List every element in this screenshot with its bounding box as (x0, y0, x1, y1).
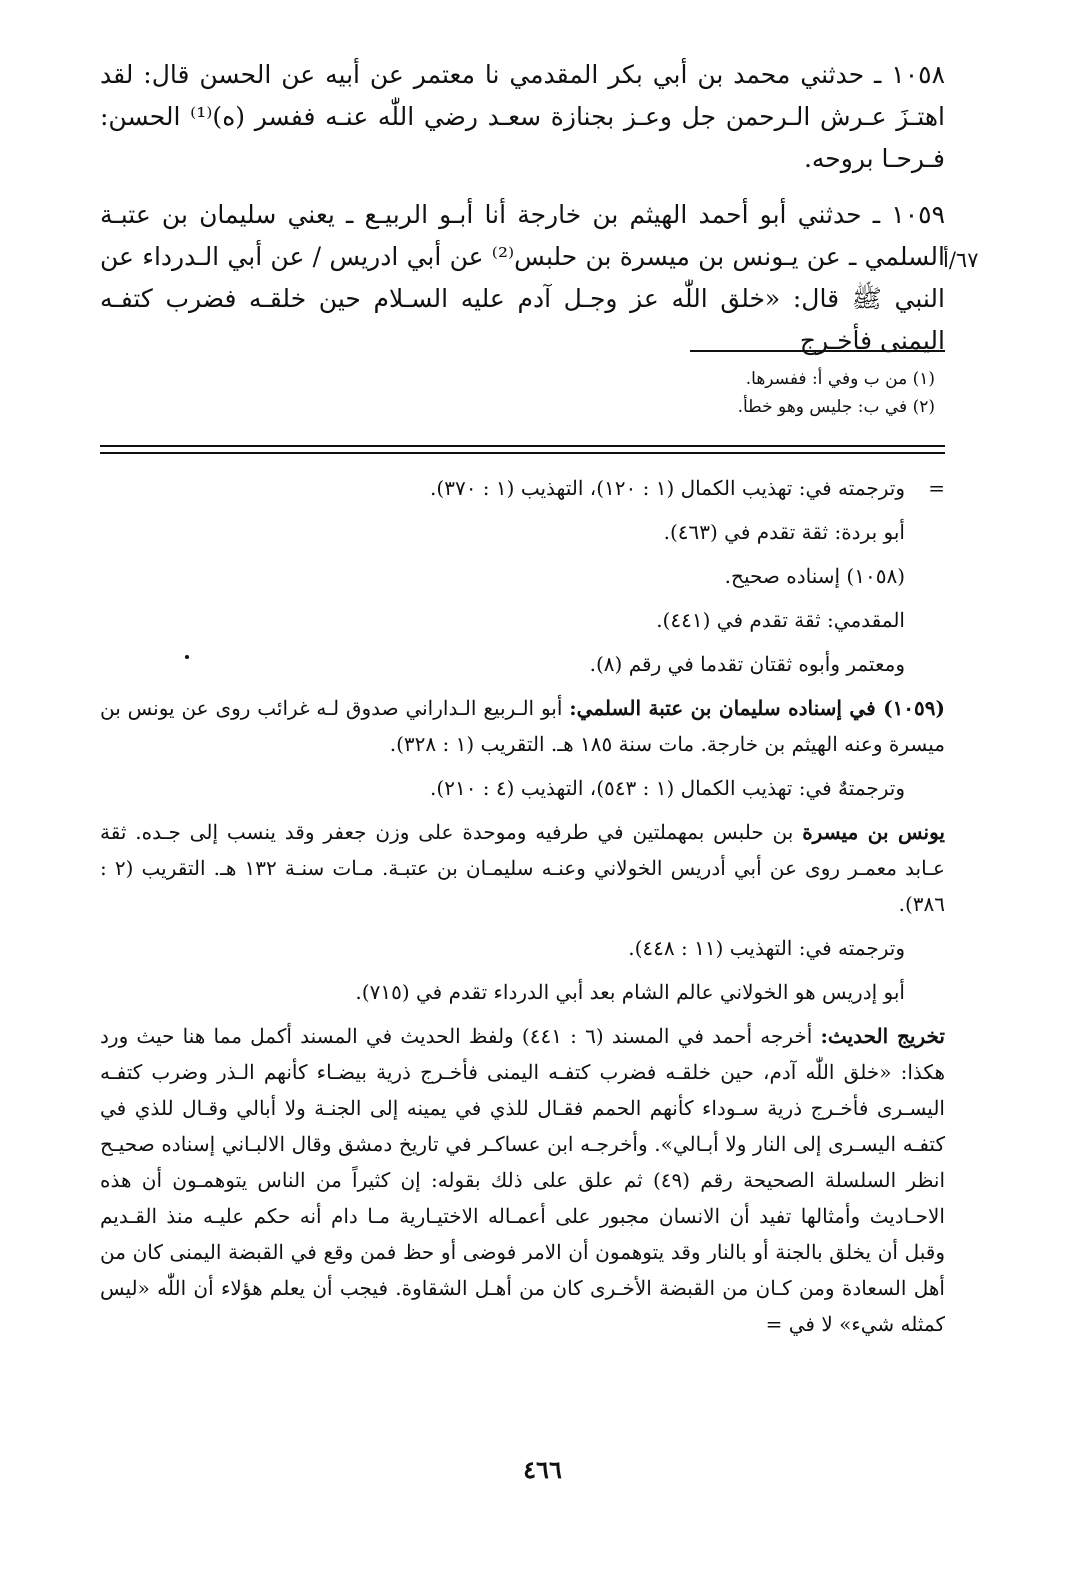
takhrij-lead: تخريج الحديث: (820, 1024, 945, 1048)
folio-margin-note: ٦٧/أ (943, 248, 979, 272)
commentary-1059-translation: وترجمتهٌ في: تهذيب الكمال (١ : ٥٤٣)، التهذيب (٤ : ٢١٠). (430, 776, 905, 800)
commentary-rule (100, 445, 945, 454)
hadith-1058: ١٠٥٨ ـ حدثني محمد بن أبي بكر المقدمي نا معتمر عن أبيه عن الحسن قال: لقد اهتـزَ عـرش الـرحمن جل وعـز بجنازة سعـد رضي اللّٰه عنـه ففسر (ه)⁽¹⁾ الحسن: فـرحـا بروحه. (100, 60, 945, 173)
footnotes (120, 365, 935, 421)
commentary-line-5: ومعتمر وأبوه ثقتان تقدما في رقم (٨). (589, 652, 905, 676)
page-number: ٤٦٦ (523, 1455, 562, 1484)
commentary-line-4: المقدمي: ثقة تقدم في (٤٤١). (656, 608, 905, 632)
footnote-rule (690, 350, 945, 352)
commentary-1059-lead: (١٠٥٩) في إسناده سليمان بن عتبة السلمي: (569, 696, 945, 720)
commentary-line-3: (١٠٥٨) إسناده صحيح. (724, 564, 905, 588)
takhrij-text: أخرجه أحمد في المسند (٦ : ٤٤١) ولفظ الحديث في المسند أكمل مما هنا حيث ورد هكذا: «خلق اللّٰه آدم، حين خلقـه فضرب كتفـه اليمنى فأخـرج ذرية بيضـاء كأنهم الـذر وضرب كتفـه اليسـرى فأخـرج ذرية سـوداء كأنهم الحمم فقـال للذي في يمينه إلى الجنـة ولا أبالي وقـال للذي في كتفـه اليسـرى إلى النار ولا أبـالي». وأخرجـه ابن عساكـر في تاريخ دمشق وقال الالبـاني إسناده صحيـح انظر السلسلة الصحيحة رقم (٤٩) ثم علق على ذلك بقوله: إن كثيراً من الناس يتوهمـون أن هذه الاحـاديث وأمثالها تفيد أن الانسان مجبور على أعمـاله الاختيـارية مـا دام أنه حكم عليـه منذ القـديم وقبل أن يخلق بالجنة أو بالنار وقد يتوهمون أن الامر فوضى أو حظ فمن وقع في القبضة اليمنى كان من أهل السعادة ومن كـان من القبضة الأخـرى كان من أهـل الشقاوة. فيجب أن يعلم هؤلاء أن اللّٰه «ليس كمثله شيء» لا في = (100, 1024, 945, 1336)
footnote-1: (١) من ب وفي أ: ففسرها. (745, 369, 935, 389)
commentary-yunus-translation: وترجمته في: التهذيب (١١ : ٤٤٨). (628, 936, 905, 960)
continuation-marker: = (928, 476, 945, 500)
commentary-line-1: = وترجمته في: تهذيب الكمال (١ : ١٢٠)، التهذيب (١ : ٣٧٠). (100, 470, 945, 506)
ink-speck (185, 655, 189, 659)
commentary-takhrij (100, 1018, 945, 1342)
commentary-yunus (100, 814, 945, 922)
commentary-1059 (100, 690, 945, 762)
commentary (100, 470, 945, 1350)
commentary-line-2: أبو بردة: ثقة تقدم في (٤٦٣). (663, 520, 905, 544)
hadith-1059: ١٠٥٩ ـ حدثني أبو أحمد الهيثم بن خارجة أنا أبـو الربيـع ـ يعني سليمان بن عتبـة السلمي ـ عن يـونس بن ميسرة بن حلبس⁽²⁾ عن أبي ادريس / عن أبي الـدرداء عن النبي ﷺ قال: «خلق اللّٰه عز وجـل آدم عليه السـلام حين خلقـه فضرب كتفـه اليمنى فأخـرج (100, 200, 945, 355)
commentary-yunus-lead: يونس بن ميسرة (802, 820, 945, 844)
commentary-yunus-text: بن حلبس بمهملتين في طرفيه وموحدة على وزن جعفر وقد ينسب إلى جـده. ثقة عـابد معمـر روى عن أبي أدريس الخولاني وعنـه سليمـان بن عتبـة. مـات سنـة ١٣٢ هـ. التقريب (٢ : ٣٨٦). (100, 820, 945, 916)
commentary-abu-idris: أبو إدريس هو الخولاني عالم الشام بعد أبي الدرداء تقدم في (٧١٥). (355, 980, 905, 1004)
footnote-2: (٢) في ب: جليس وهو خطأ. (737, 397, 935, 417)
main-text (100, 54, 945, 376)
commentary-1059-text: أبو الـربيع الـداراني صدوق لـه غرائب روى عن يونس بن ميسرة وعنه الهيثم بن خارجة. مات سنة ١٨٥ هـ. التقريب (١ : ٣٢٨). (100, 696, 945, 756)
